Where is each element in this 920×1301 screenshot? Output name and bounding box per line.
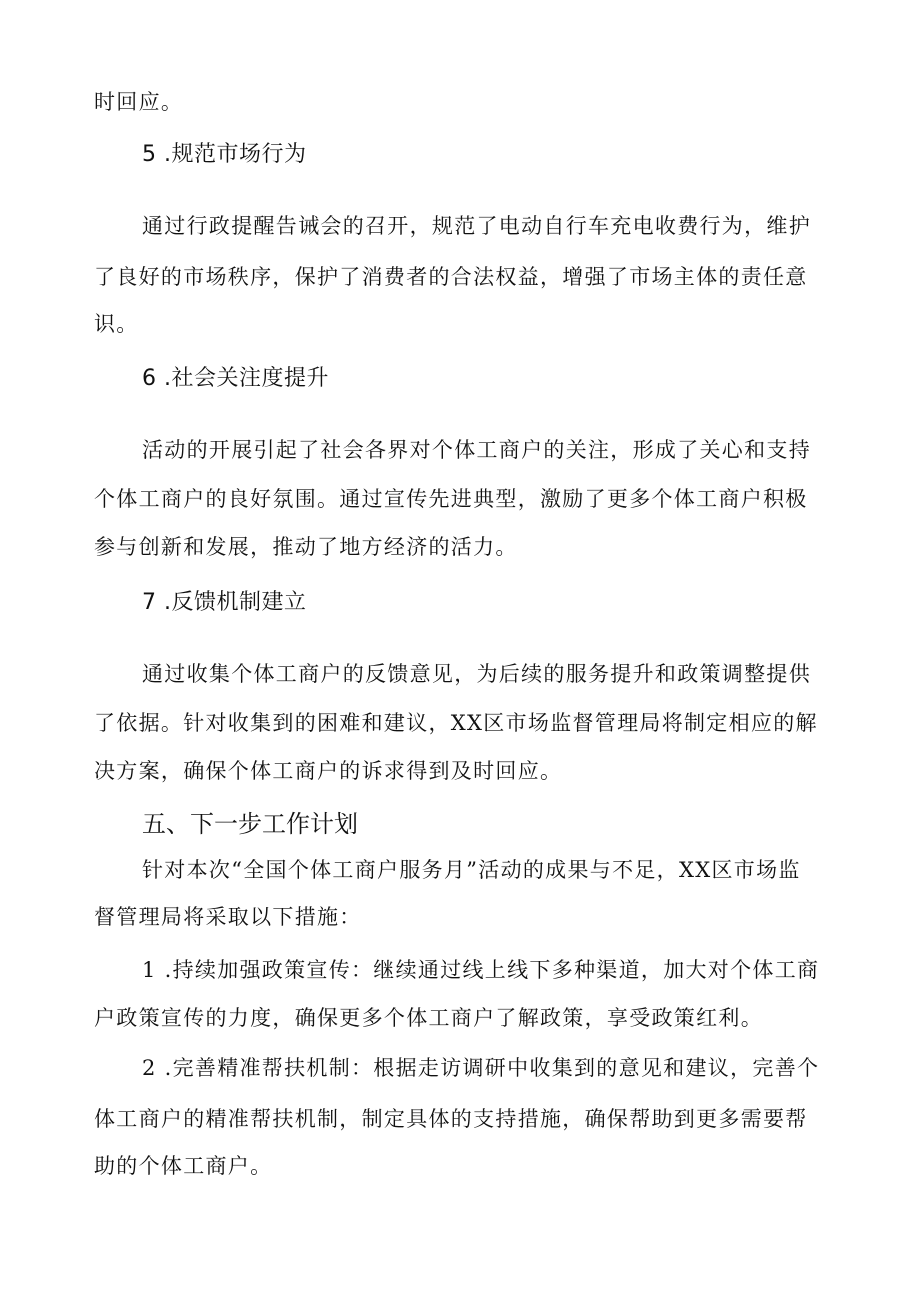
paragraph-line: 助的个体工商户。 bbox=[94, 1154, 273, 1178]
paragraph-line: 了依据。针对收集到的困难和建议，XX区市场监督管理局将制定相应的解 bbox=[94, 711, 818, 735]
paragraph-line: 针对本次“全国个体工商户服务月”活动的成果与不足，XX区市场监 bbox=[142, 858, 801, 882]
paragraph-line: 体工商户的精准帮扶机制，制定具体的支持措施，确保帮助到更多需要帮 bbox=[94, 1107, 808, 1131]
paragraph-line: 识。 bbox=[94, 312, 139, 336]
item-heading-5: 5 .规范市场行为 bbox=[142, 142, 307, 167]
paragraph-line: 了良好的市场秩序，保护了消费者的合法权益，增强了市场主体的责任意 bbox=[94, 265, 808, 289]
paragraph-line: 参与创新和发展，推动了地方经济的活力。 bbox=[94, 535, 518, 559]
paragraph-line: 2 .完善精准帮扶机制：根据走访调研中收集到的意见和建议，完善个 bbox=[142, 1056, 820, 1080]
paragraph-line: 活动的开展引起了社会各界对个体工商户的关注，形成了关心和支持 bbox=[142, 438, 811, 462]
paragraph-line: 决方案，确保个体工商户的诉求得到及时回应。 bbox=[94, 759, 563, 783]
paragraph-line: 个体工商户的良好氛围。通过宣传先进典型，激励了更多个体工商户积极 bbox=[94, 487, 808, 511]
paragraph-line: 户政策宣传的力度，确保更多个体工商户了解政策，享受政策红利。 bbox=[94, 1006, 763, 1030]
section-heading: 五、下一步工作计划 bbox=[142, 810, 358, 838]
paragraph-line: 时回应。 bbox=[94, 90, 184, 114]
paragraph-line: 通过收集个体工商户的反馈意见，为后续的服务提升和政策调整提供 bbox=[142, 662, 811, 686]
paragraph-line: 1 .持续加强政策宣传：继续通过线上线下多种渠道，加大对个体工商 bbox=[142, 958, 820, 982]
item-heading-7: 7 .反馈机制建立 bbox=[142, 590, 307, 615]
item-heading-6: 6 .社会关注度提升 bbox=[142, 366, 329, 391]
paragraph-line: 通过行政提醒告诫会的召开，规范了电动自行车充电收费行为，维护 bbox=[142, 214, 811, 238]
paragraph-line: 督管理局将采取以下措施： bbox=[94, 905, 362, 929]
